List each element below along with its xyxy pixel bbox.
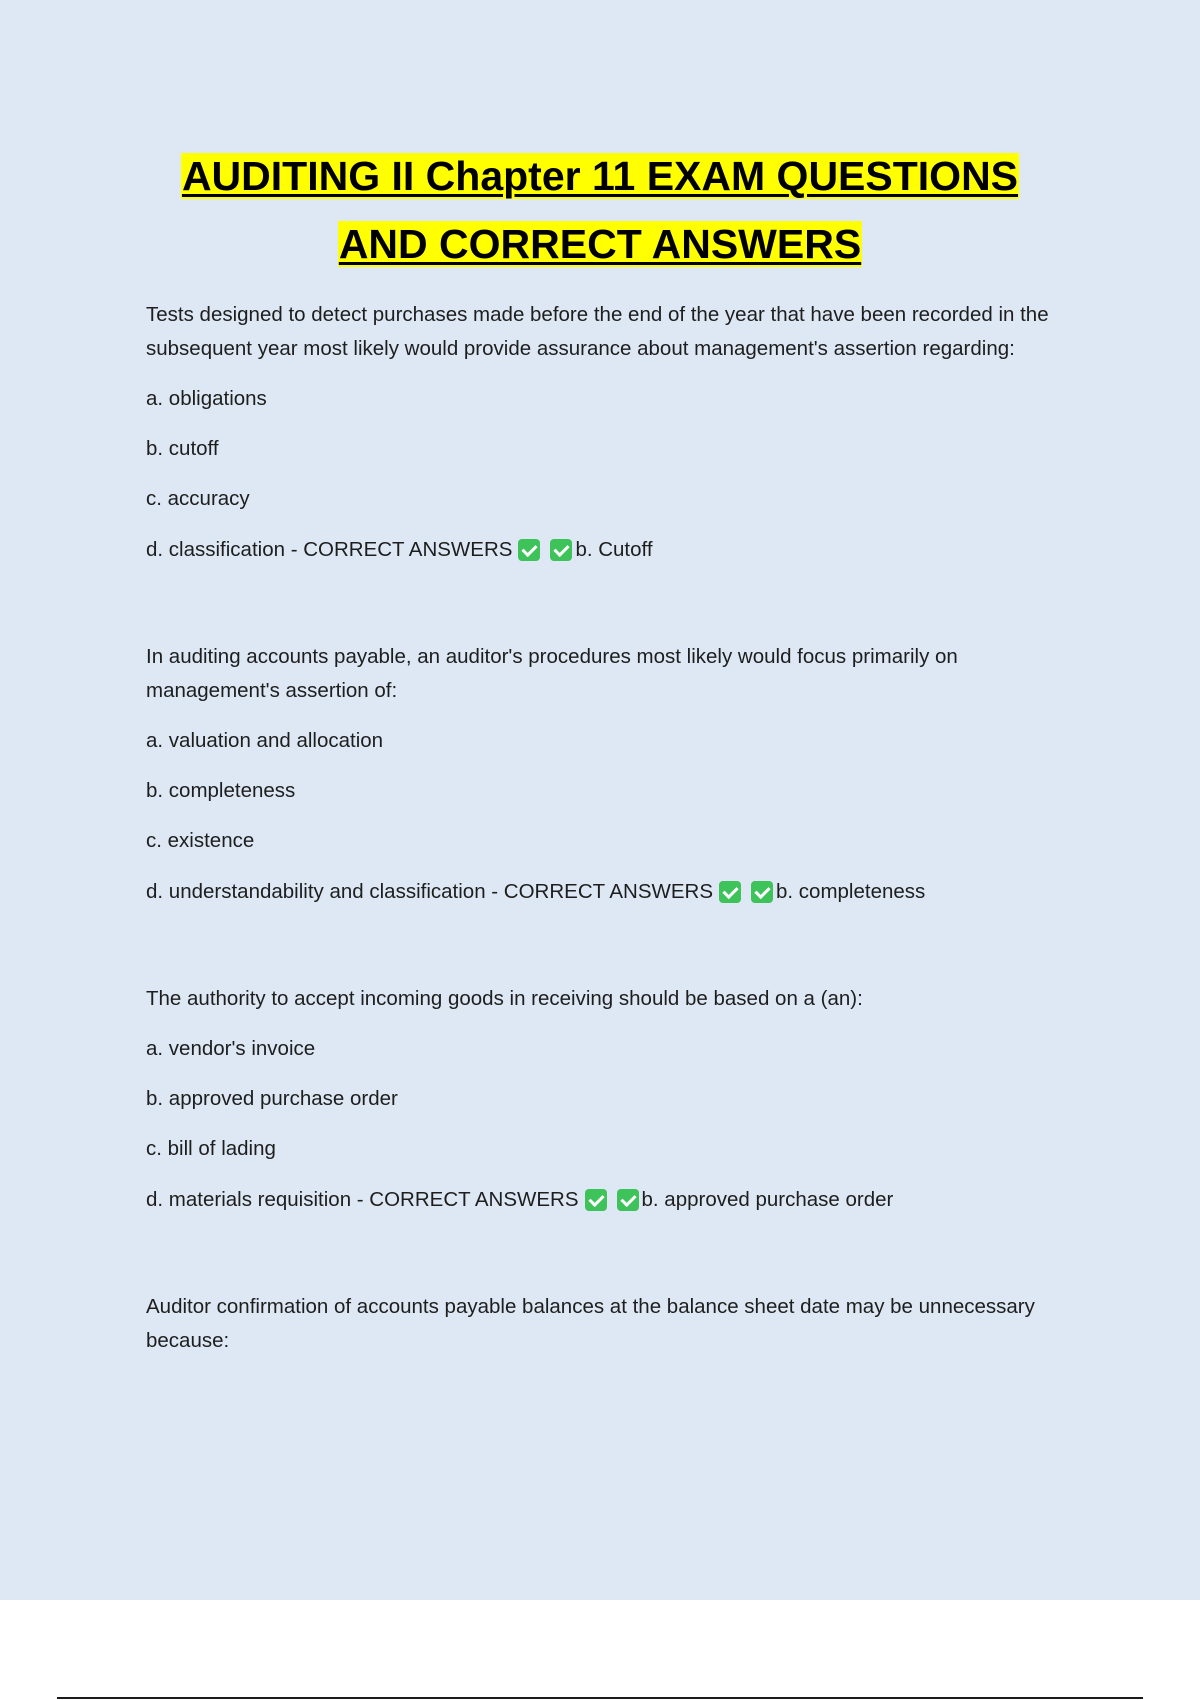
question-block-2 — [146, 640, 1086, 910]
question-text: The authority to accept incoming goods in receiving should be based on a (an): — [146, 987, 863, 1010]
check-mark-icon — [751, 881, 773, 903]
question-block-1 — [146, 298, 1086, 568]
option-a: a. obligations — [146, 387, 267, 410]
option-b: b. completeness — [146, 779, 296, 802]
option-d: d. materials requisition - CORRECT ANSWERS — [146, 1188, 579, 1211]
question-text: In auditing accounts payable, an auditor's procedures most likely would focus primarily on management's assertion of: — [146, 645, 958, 702]
check-mark-icon — [617, 1189, 639, 1211]
option-c: c. accuracy — [146, 487, 250, 510]
check-mark-icon — [518, 539, 540, 561]
question-block-4 — [146, 1290, 1086, 1358]
option-c: c. existence — [146, 829, 255, 852]
check-mark-icon — [585, 1189, 607, 1211]
option-b: b. approved purchase order — [146, 1087, 398, 1110]
correct-answer: b. approved purchase order — [641, 1188, 894, 1211]
question-text: Tests designed to detect purchases made before the end of the year that have been recorded in the subsequent year most likely would provide assurance about management's assertion regarding: — [146, 303, 1049, 360]
document-title — [0, 142, 1200, 278]
footer-divider — [57, 1697, 1143, 1699]
question-block-3 — [146, 982, 1086, 1218]
title-line-2: AND CORRECT ANSWERS — [338, 221, 862, 267]
correct-answer: b. completeness — [776, 880, 926, 903]
answer-line — [146, 532, 1086, 568]
question-text: Auditor confirmation of accounts payable balances at the balance sheet date may be unnecessary because: — [146, 1295, 1035, 1352]
answer-line — [146, 874, 1086, 910]
correct-answer: b. Cutoff — [575, 538, 653, 561]
document-body — [146, 298, 1086, 1430]
option-a: a. valuation and allocation — [146, 729, 384, 752]
title-line-1: AUDITING II Chapter 11 EXAM QUESTIONS — [181, 153, 1019, 199]
option-c: c. bill of lading — [146, 1137, 276, 1160]
option-d: d. understandability and classification - CORRECT ANSWERS — [146, 880, 714, 903]
check-mark-icon — [550, 539, 572, 561]
option-a: a. vendor's invoice — [146, 1037, 316, 1060]
check-mark-icon — [719, 881, 741, 903]
option-d: d. classification - CORRECT ANSWERS — [146, 538, 513, 561]
answer-line — [146, 1182, 1086, 1218]
option-b: b. cutoff — [146, 437, 219, 460]
